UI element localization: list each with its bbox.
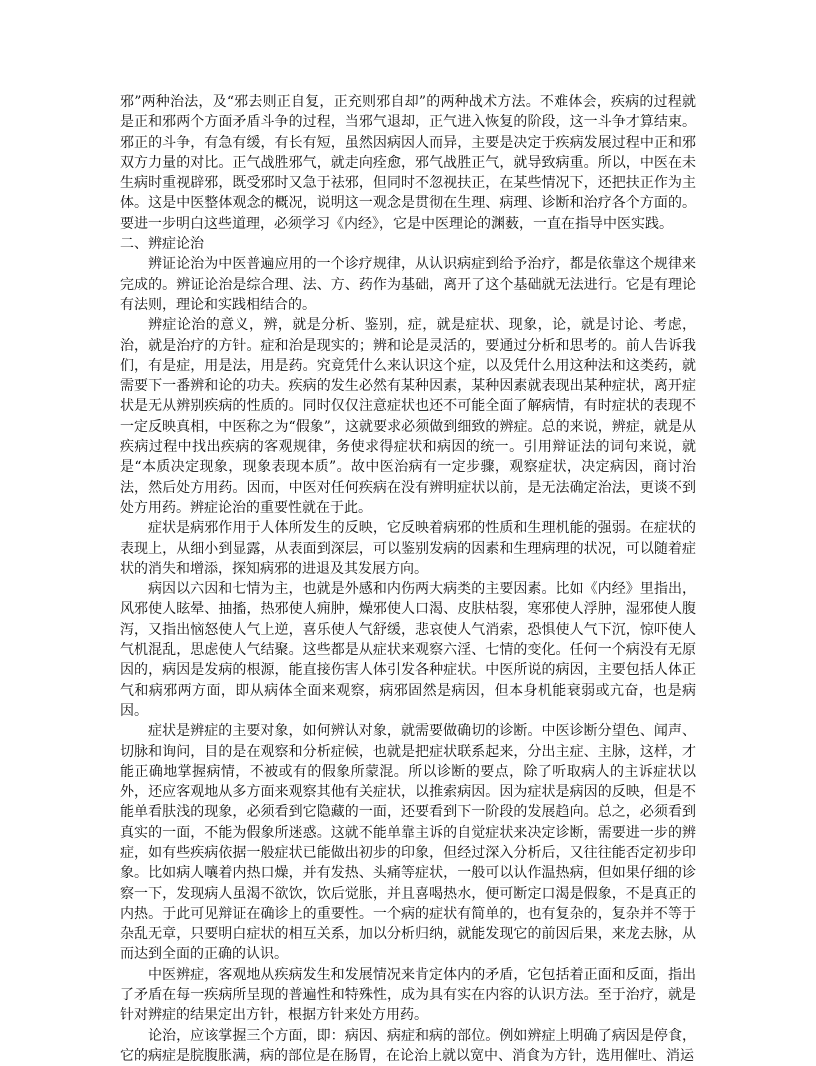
paragraph: 辨症论治的意义，辨，就是分析、鉴别，症，就是症状、现象，论，就是讨论、考虑，治，就是治疗的方针。症和治是现实的；辨和论是灵活的，要通过分析和思考的。前人告诉我们，有是症，用是法，用是药。究竟凭什么来认识这个症，以及凭什么用这种法和这类药，就需要下一番辨和论的功夫。疾病的发生必然有某种因素，某种因素就表现出某种症状，离开症状是无从辨别疾病的性质的。同时仅仅注意症状也还不可能全面了解病情，有时症状的表现不一定反映真相，中医称之为“假象”，这就要求必须做到细致的辨症。总的来说，辨症，就是从疾病过程中找出疾病的客观规律，务使求得症状和病因的统一。引用辩证法的词句来说，就是“本质决定现象，现象表现本质”。故中医治病有一定步骤，观察症状，决定病因，商讨治法，然后处方用药。因而，中医对任何疾病在没有辨明症状以前，是无法确定治法，更谈不到处方用药。辨症论治的重要性就在于此。 [120,317,696,516]
paragraph: 论治，应该掌握三个方面，即：病因、病症和病的部位。例如辨症上明确了病因是停食，它的病症是脘腹胀满，病的部位是在肠胃，在论治上就以宽中、消食为方针，选用催吐、消运 [120,1027,696,1064]
paragraph: 辨证论治为中医普遍应用的一个诊疗规律，从认识病症到给予治疗，都是依靠这个规律来完成的。辨证论治是综合理、法、方、药作为基础，离开了这个基础就无法进行。它是有理论有法则，理论和实践相结合的。 [120,256,696,313]
paragraph: 症状是辨症的主要对象，如何辨认对象，就需要做确切的诊断。中医诊断分望色、闻声、切脉和询问，目的是在观察和分析症候，也就是把症状联系起来，分出主症、主脉，这样，才能正确地掌握病情，不被或有的假象所蒙混。所以诊断的要点，除了听取病人的主诉症状以外，还应客观地从多方面来观察其他有关症状，以推索病因。因为症状是病因的反映，但是不能单看肤浅的现象，必须看到它隐藏的一面，还要看到下一阶段的发展趋向。总之，必须看到真实的一面，不能为假象所迷惑。这就不能单靠主诉的自觉症状来决定诊断，需要进一步的辨症，如有些疾病依据一般症状已能做出初步的印象，但经过深入分析后，又往往能否定初步印象。比如病人嚷着内热口燥，并有发热、头痛等症状，一般可以认作温热病，但如果仔细的诊察一下，发现病人虽渴不欲饮，饮后觉胀，并且喜喝热水，便可断定口渴是假象，不是真正的内热。于此可见辩证在确诊上的重要性。一个病的症状有简单的，也有复杂的，复杂并不等于杂乱无章，只要明白症状的相互关系，加以分析归纳，就能发现它的前因后果，来龙去脉，从而达到全面的正确的认识。 [120,723,696,963]
intro-paragraph: 邪”两种治法，及“邪去则正自复，正充则邪自却”的两种战术方法。不难体会，疾病的过程就是正和邪两个方面矛盾斗争的过程，当邪气退却，正气进入恢复的阶段，这一斗争才算结束。邪正的斗争，有急有缓，有长有短，虽然因病因人而异，主要是决定于疾病发展过程中正和邪双方力量的对比。正气战胜邪气，就走向痊愈，邪气战胜正气，就导致病重。所以，中医在未生病时重视辟邪，既受邪时又急于祛邪，但同时不忽视扶正，在某些情况下，还把扶正作为主体。这是中医整体观念的概况，说明这一观念是贯彻在生理、病理、诊断和治疗各个方面的。要进一步明白这些道理，必须学习《内经》，它是中医理论的渊薮，一直在指导中医实践。 [120,94,696,232]
section-heading: 二、辨症论治 [120,236,204,253]
paragraph: 病因以六因和七情为主，也就是外感和内伤两大病类的主要因素。比如《内经》里指出，风邪使人眩晕、抽搐，热邪使人痈肿，燥邪使人口渴、皮肤枯裂，寒邪使人浮肿，湿邪使人腹泻，又指出恼怒使人气上逆，喜乐使人气舒缓，悲哀使人气消索，恐惧使人气下沉，惊吓使人气机混乱，思虑使人气结聚。这些都是从症状来观察六淫、七情的变化。任何一个病没有无原因的，病因是发病的根源，能直接伤害人体引发各种症状。中医所说的病因，主要包括人体正气和病邪两方面，即从病体全面来观察，病邪固然是病因，但本身机能衰弱或亢奋，也是病因。 [120,581,696,719]
paragraph: 症状是病邪作用于人体所发生的反映，它反映着病邪的性质和生理机能的强弱。在症状的表现上，从细小到显露，从表面到深层，可以鉴别发病的因素和生理病理的状况，可以随着症状的消失和增添，探知病邪的进退及其发展方向。 [120,520,696,577]
document-page [120,92,696,1066]
paragraph: 中医辨症，客观地从疾病发生和发展情况来肯定体内的矛盾，它包括着正面和反面，指出了矛盾在每一疾病所呈现的普遍性和特殊性，成为具有实在内容的认识方法。至于治疗，就是针对辨症的结果定出方针，根据方针来处方用药。 [120,966,696,1024]
